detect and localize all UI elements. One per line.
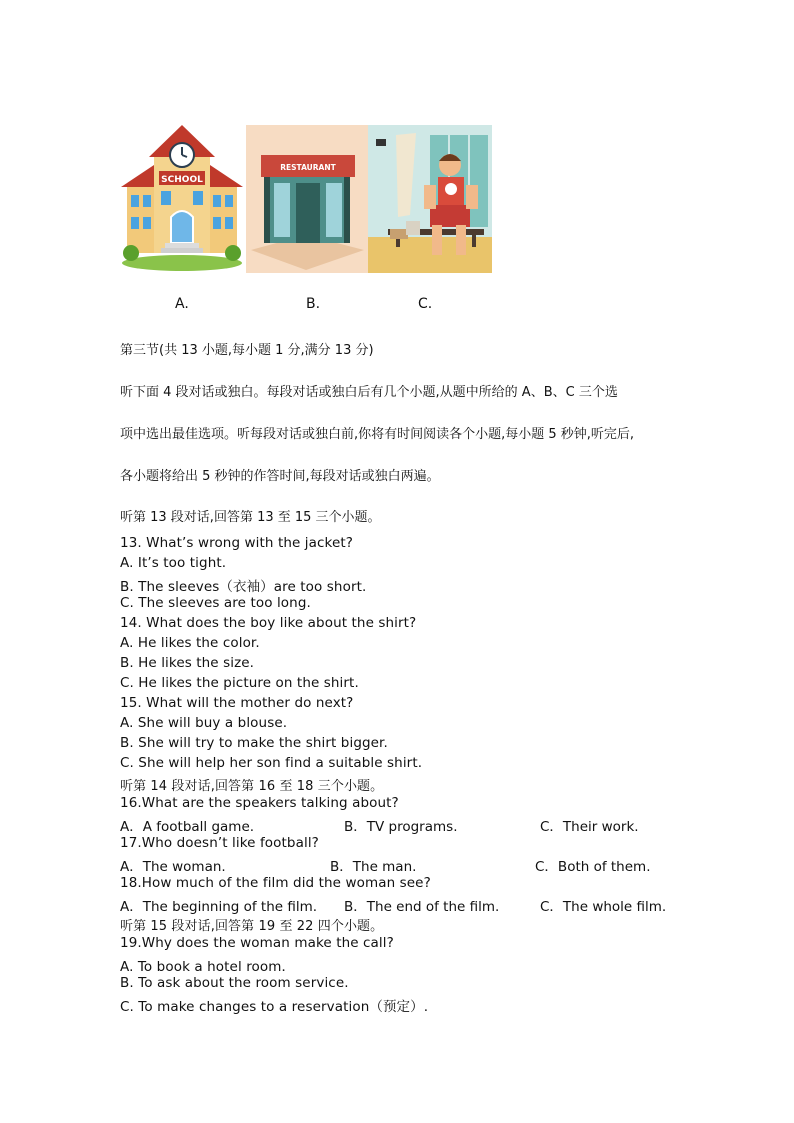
q13-option-b: B. The sleeves（衣袖）are too short. [120,579,367,595]
q17-option-a: A．The woman. [120,859,226,875]
school-picture [119,125,245,273]
option-label-c: C. [418,296,433,312]
q16-option-b: B．TV programs. [344,819,458,835]
q17-option-b: B．The man. [330,859,417,875]
q19-option-c: C. To make changes to a reservation（预定）. [120,999,429,1015]
q17-option-c: C．Both of them. [535,859,651,875]
dialogue-13-intro: 听第 13 段对话,回答第 13 至 15 三个小题。 [120,510,381,525]
school-sign: SCHOOL [161,175,203,185]
q17-stem: 17.Who doesn’t like football? [120,835,319,851]
q13-option-c: C. The sleeves are too long. [120,595,311,611]
q15-option-b: B. She will try to make the shirt bigger. [120,735,388,751]
q16-stem: 16.What are the speakers talking about? [120,795,399,811]
q13-option-a: A. It’s too tight. [120,555,227,571]
q19-option-a: A. To book a hotel room． [120,959,296,975]
q15-option-c: C. She will help her son find a suitable shirt. [120,755,423,771]
q18-stem: 18.How much of the film did the woman see? [120,875,431,891]
q18-option-a: A．The beginning of the film. [120,899,318,915]
section-heading: 第三节(共 13 小题,每小题 1 分,满分 13 分) [120,343,374,358]
restaurant-sign: RESTAURANT [280,163,336,172]
q14-option-b: B. He likes the size. [120,655,255,671]
q15-option-a: A. She will buy a blouse. [120,715,288,731]
instruction-line-3: 各小题将给出 5 秒钟的作答时间,每段对话或独白两遍。 [120,469,440,484]
q14-option-c: C. He likes the picture on the shirt. [120,675,359,691]
option-label-b: B. [306,296,321,312]
instruction-line-1: 听下面 4 段对话或独白。每段对话或独白后有几个小题,从题中所给的 A、B、C 三个选 [120,385,618,400]
q13-stem: 13. What’s wrong with the jacket? [120,535,354,551]
restaurant-picture [246,125,368,273]
q19-stem: 19.Why does the woman make the call? [120,935,394,951]
q14-option-a: A. He likes the color. [120,635,260,651]
option-label-a: A. [175,296,189,312]
q16-option-c: C．Their work. [540,819,639,835]
dialogue-14-intro: 听第 14 段对话,回答第 16 至 18 三个小题。 [120,779,384,794]
q14-stem: 14. What does the boy like about the shirt? [120,615,417,631]
q18-option-c: C．The whole film. [540,899,667,915]
instruction-line-2: 项中选出最佳选项。听每段对话或独白前,你将有时间阅读各个小题,每小题 5 秒钟,听完后, [120,427,635,442]
q15-stem: 15. What will the mother do next? [120,695,354,711]
gym-picture [368,125,492,273]
q19-option-b: B. To ask about the room service. [120,975,349,991]
q18-option-b: B．The end of the film. [344,899,500,915]
q16-option-a: A．A football game. [120,819,255,835]
dialogue-15-intro: 听第 15 段对话,回答第 19 至 22 四个小题。 [120,919,384,934]
